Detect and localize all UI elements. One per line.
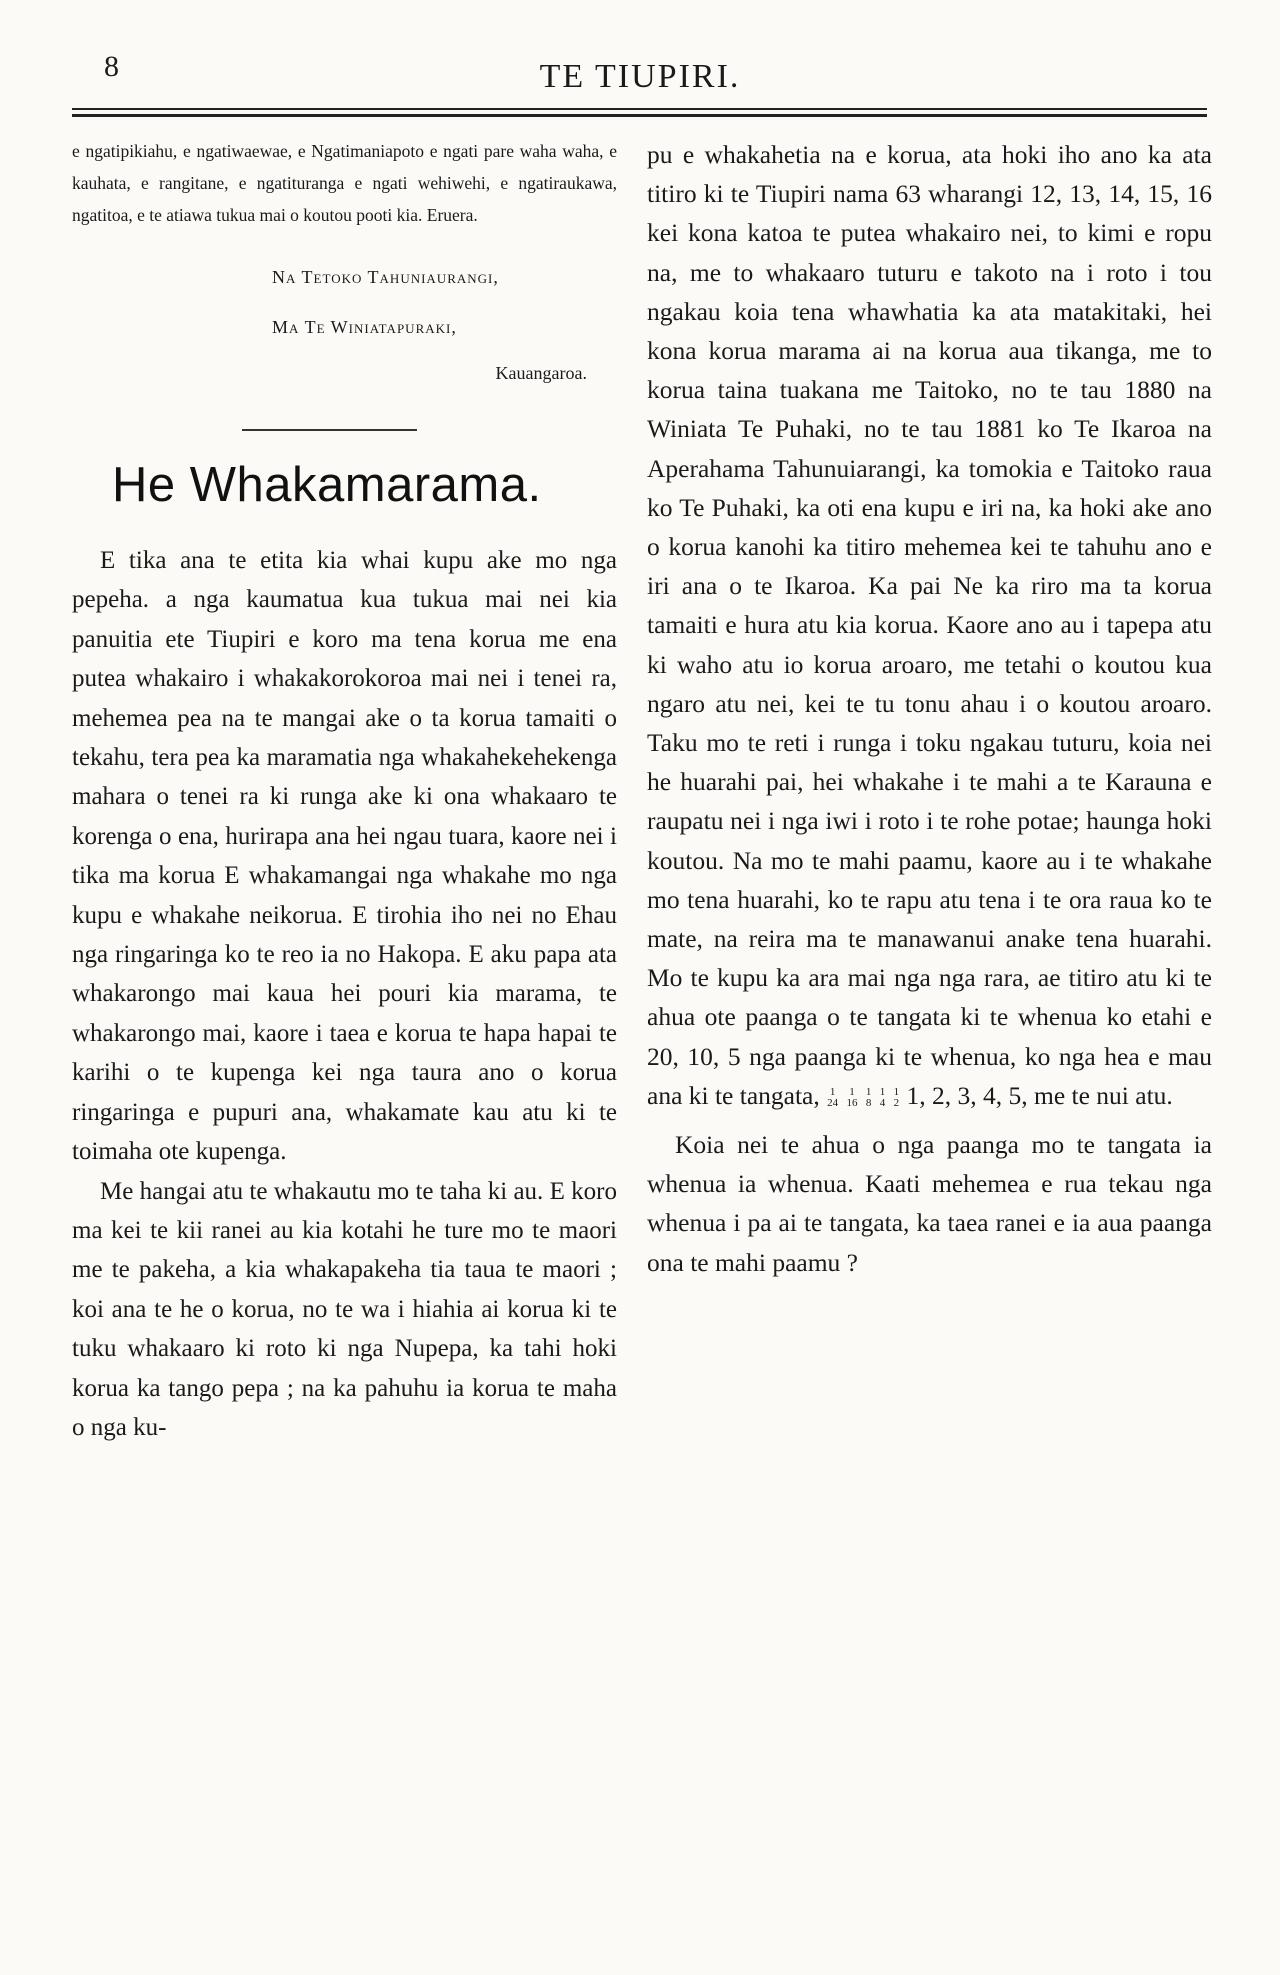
fraction: 1 16 [846, 1086, 858, 1110]
signature-line-2: Ma Te Winiatapuraki, [272, 317, 457, 337]
page-number: 8 [104, 50, 119, 83]
header-rule-thick [72, 114, 1207, 117]
fraction: 1 4 [879, 1086, 886, 1110]
right-paragraph-1-end: 1, 2, 3, 4, 5, me te nui atu. [906, 1080, 1173, 1110]
left-column [72, 135, 617, 1447]
right-column [647, 135, 1212, 1282]
publication-title: TE TIUPIRI. [539, 58, 741, 95]
article-heading: He Whakamarama. [112, 458, 542, 512]
signature-place: Kauangaroa. [495, 363, 587, 383]
section-divider [242, 429, 417, 431]
right-paragraph-2: Koia nei te ahua o nga paanga mo te tangata ia whenua ia whenua. Kaati mehemea e rua tekau nga whenua i pa ai te tangata, ka taea ranei e ia aua paanga ona te mahi paamu ? [647, 1130, 1212, 1277]
right-paragraph-1 [647, 135, 1212, 1115]
signature-line-1: Na Tetoko Tahuniaurangi, [272, 267, 499, 287]
fraction: 1 24 [827, 1086, 839, 1110]
body-paragraph-1: E tika ana te etita kia whai kupu ake mo nga pepeha. a nga kaumatua kua tukua mai nei kia panuitia ete Tiupiri e koro ma tena korua me ena putea whakairo i whakakorokoroa mai nei i tenei ra, mehemea pea na te mangai ake o ta korua tamaiti o tekahu, tera pea ka maramatia nga whakahekehekenga mahara o tenei ra ki runga ake ki ona whakaaro te korenga o ena, hurirapa ana hei ngau tuara, kaore nei i tika ma korua E whakamangai nga whakahe mo nga kupu e whakahe neikorua. E tirohia iho nei no Ehau nga ringaringa ko te reo ia no Hakopa. E aku papa ata whakarongo mai kaua hei pouri kia marama, te whakarongo mai, kaore i taea e korua te hapa hapai te karihi o te kupenga kei nga taura ano o korua ringaringa e pupuri ana, whakamate kau atu ki te toimaha ote kupenga. [72, 547, 617, 1166]
body-paragraph-2: Me hangai atu te whakautu mo te taha ki au. E koro ma kei te kii ranei au kia kotahi he ture mo te maori me te pakeha, a kia whakapakeha tia taua te maori ; koi ana te he o korua, no te wa i hiahia ai korua ki te tuku whakaaro ki roto ki nga Nupepa, ka tahi hoki korua ka tango pepa ; na ka pahuhu ia korua te maha o nga ku- [72, 1177, 617, 1441]
fraction: 1 8 [865, 1086, 872, 1110]
right-paragraph-1-text: pu e whakahetia na e korua, ata hoki iho ano ka ata titiro ki te Tiupiri nama 63 wharangi 12, 13, 14, 15, 16 kei kona katoa te putea whakairo nei, to kimi e ropu na, me to whakaaro tuturu e takoto na i roto i tou ngakau koia tena whawhatia ka ata matakitaki, hei kona korua marama ai na korua aua tikanga, me to korua taina tuakana me Taitoko, no te tau 1880 na Winiata Te Puhaki, no te tau 1881 ko Te Ikaroa na Aperahama Tahunuiarangi, ka tomokia e Taitoko raua ko Te Puhaki, ka oti ena kupu e iri na, ka hoki ake ano o korua kanohi ka titiro mehemea kei te tahuhu ano e iri ana o te Ikaroa. Ka pai Ne ka riro ma ta korua tamaiti e hura atu kia korua. Kaore ano au i tapepa atu ki waho atu io korua aroaro, me tetahi o koutou kua ngaro atu nei, kei te tu tonu ahau i o koutou aroaro. Taku mo te reti i runga i toku ngakau tuturu, koia nei he huarahi pai, hei whakahe i te mahi a te Karauna e raupatu nei i nga iwi i roto i te rohe potae; haunga hoki koutou. Na mo te mahi paamu, kaore au i te whakahe mo tena huarahi, ko te rapu atu tena i te ora raua ko te mate, na reira ma te manawanui anake tena huarahi. Mo te kupu ka ara mai nga nga rara, ae titiro atu ki te ahua ote paanga o te tangata ki te whenua ko etahi e 20, 10, 5 nga paanga ki te whenua, ko nga hea e mau ana ki te tangata, [647, 140, 1212, 1110]
fraction: 1 2 [893, 1086, 900, 1110]
header-rule-thin [72, 108, 1207, 110]
page-header [0, 0, 1280, 120]
intro-paragraph: e ngatipikiahu, e ngatiwaewae, e Ngatimaniapoto e ngati pare waha waha, e kauhata, e rangitane, e ngatituranga e ngati wehiwehi, e ngatiraukawa, ngatitoa, e te atiawa tukua mai o koutou pooti kia. Eruera. [72, 141, 617, 225]
